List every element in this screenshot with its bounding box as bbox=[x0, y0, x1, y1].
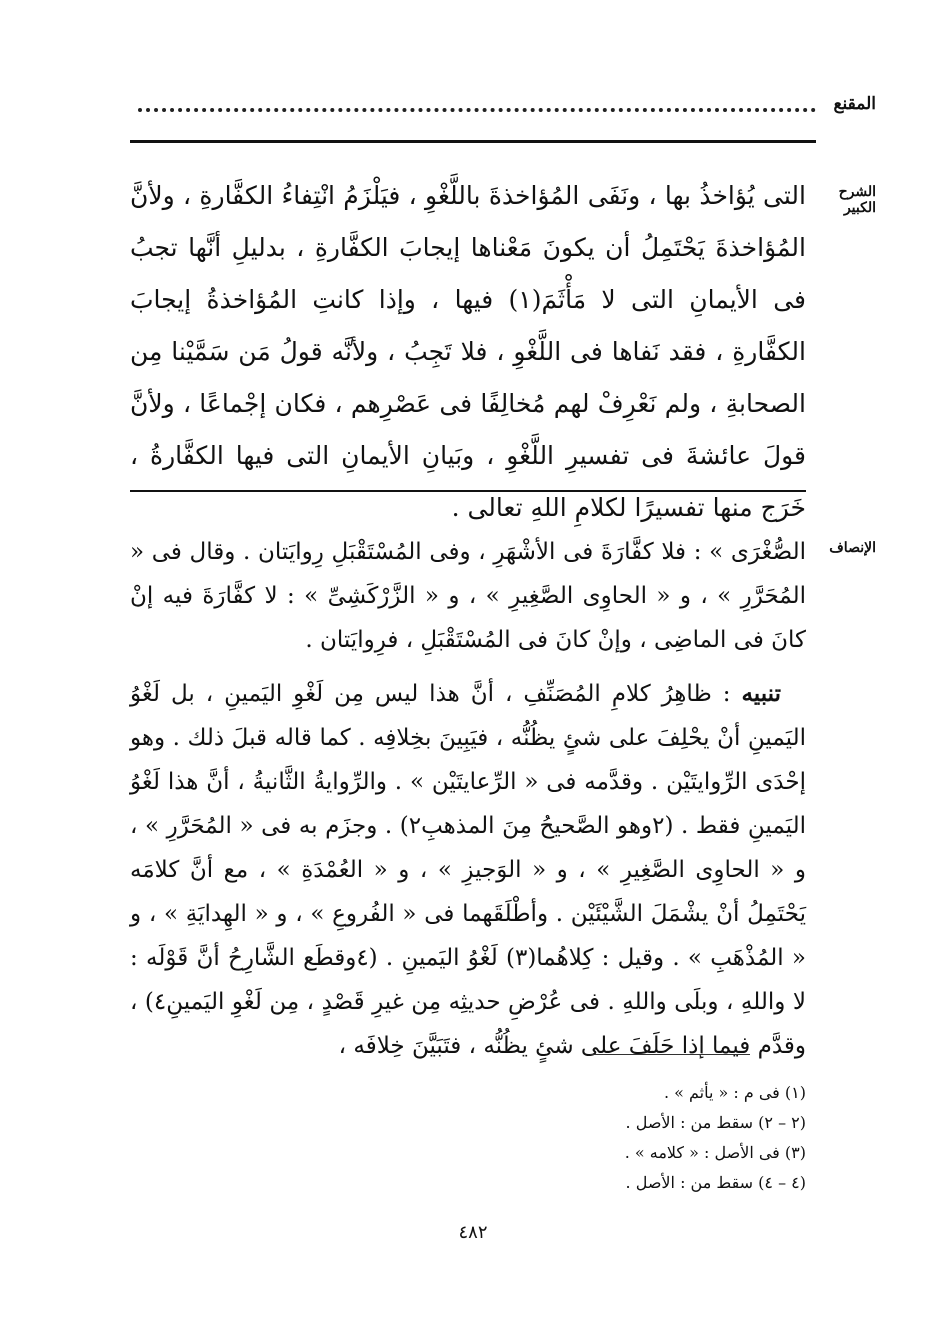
page-number: ٤٨٢ bbox=[458, 1222, 488, 1243]
footnote-4: (٤ – ٤) سقط من : الأصل . bbox=[625, 1173, 806, 1192]
section-divider bbox=[130, 490, 806, 492]
insaf-section-label: الإنصاف bbox=[829, 540, 876, 556]
footnote-3: (٣) فى الأصل : « كلامه » . bbox=[624, 1143, 806, 1162]
running-title: المقنع bbox=[833, 94, 876, 114]
header-rule bbox=[130, 140, 816, 143]
tanbih-text: : ظاهِرُ كلامِ المُصَنِّفِ ، أنَّ هذا ليس مِن لَغْوِ اليَمينِ ، بل لَغْوُ اليَمينِ أنْ يحْلِفَ على شئٍ يظُنُّه ، فيَبِينَ بخِلافِه . كما قاله قبلَ ذلك . وهو إحْدَى الرِّوايتَيْن . وقدَّمه فى « الرِّعايتَيْن » . والرِّوايةُ الثَّانيةُ ، أنَّ هذا لَغْوُ اليَمينِ فقط . (٢وهو الصَّحيحُ مِنَ المذهبِ٢) . وجزَم به فى « المُحَرَّرِ » ، و « الحاوِى الصَّغِيرِ » ، و « الوَجيزِ » ، و « العُمْدَةِ » ، مع أنَّ كلامَه يَحْتَمِلُ أنْ يشْمَلَ الشَّيْئَيْن . وأطْلَقَهما فى « الفُروعِ » ، و « الهِدايَةِ » ، و « المُذْهَبِ » . وقيل : كِلاهُما(٣) لَغْوُ اليَمينِ . (٤وقطَع الشَّارِحُ أنَّ قَوْلَه : لا واللهِ ، وبلَى واللهِ . فى عُرْضِ حديثِه مِن غيرِ قَصْدٍ ، مِن لَغْوِ اليَمينِ٤) ، وقدَّم فيما إذا حَلَفَ على شئٍ يظُنُّه ، فتَبَيَّنَ خِلافَه ، bbox=[130, 681, 807, 1059]
footnote-1: (١) فى م : « يأثم » . bbox=[663, 1083, 806, 1102]
insaf-paragraph-2 bbox=[130, 672, 806, 1068]
footnote-2: (٢ – ٢) سقط من : الأصل . bbox=[625, 1113, 806, 1132]
footnotes bbox=[300, 1078, 806, 1198]
sharh-section-label: الشرح الكبير bbox=[838, 184, 876, 216]
footnote-rule bbox=[590, 1054, 750, 1055]
insaf-text bbox=[130, 530, 806, 1078]
tanbih-label: تنبيه bbox=[741, 680, 781, 707]
sharh-text: التى يُؤاخذُ بها ، ونَفَى المُؤاخذةَ باللَّغْوِ ، فيَلْزَمُ انْتِفاءُ الكفَّارةِ ، ولأنَّ المُؤاخذةَ يَحْتَمِلُ أن يكونَ مَعْناها إيجابَ الكفَّارةِ ، بدليلِ أنَّها تجبُ فى الأيمانِ التى لا مَأْثَمَ(١) فيها ، وإذا كانتِ المُؤاخذةُ إيجابَ الكفَّارةِ ، فقد نَفاها فى اللَّغْوِ ، فلا تَجِبُ ، ولأنَّه قولُ مَن سَمَّيْنا مِن الصحابةِ ، ولم نَعْرِفْ لهم مُخالِفًا فى عَصْرِهم ، فكان إجْماعًا ، ولأنَّ قولَ عائشةَ فى تفسيرِ اللَّغْوِ ، وبَيانِ الأيمانِ التى فيها الكفَّارةُ ، خَرَج منها تفسيرًا لكلامِ اللهِ تعالى . bbox=[130, 181, 806, 522]
dotted-leader bbox=[138, 108, 816, 112]
insaf-paragraph-1: الصُّغْرَى » : فلا كفَّارَةَ فى الأشْهَرِ ، وفى المُسْتَقْبَلِ رِوايَتان . وقال فى « المُحَرَّرِ » ، و « الحاوِى الصَّغِيرِ » ، و « الزَّرْكَشِىِّ » : لا كفَّارَةَ فيه إنْ كانَ فى الماضِى ، وإنْ كانَ فى المُسْتَقْبَلِ ، فرِوايَتان . bbox=[130, 539, 806, 653]
page-header bbox=[130, 90, 876, 130]
